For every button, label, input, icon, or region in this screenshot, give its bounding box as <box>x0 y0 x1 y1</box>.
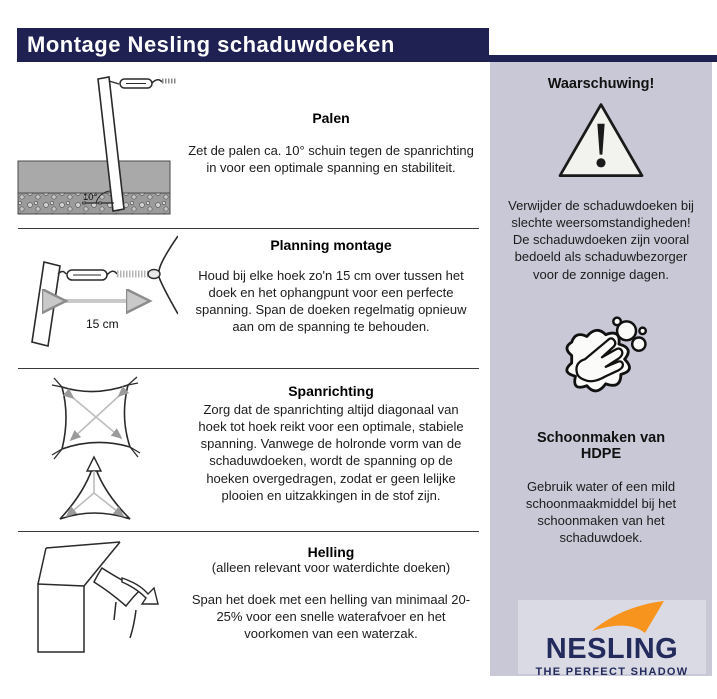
tilted-pole-in-ground-icon <box>8 62 180 228</box>
sidebar <box>490 62 712 676</box>
section-subtitle-helling: (alleen relevant voor waterdichte doeken) <box>211 560 451 575</box>
warning-body: Verwijder de schaduwdoeken bij slechte weersomstandigheden! De schaduwdoeken zijn vooral bedoeld als schaduwbezorger voor de zonnige dagen. <box>508 198 694 282</box>
angle-label: 10° <box>83 192 98 203</box>
cleaning-title <box>504 430 698 462</box>
section-body-helling: Span het doek met een helling van minimaal 20-25% voor een snelle waterafvoer en het voorkomen van een waterzak. <box>191 592 471 642</box>
hand-wash-icon <box>549 315 653 416</box>
cleaning-body: Gebruik water of een mild schoonmaakmiddel bij het schoonmaken van het schaduwdoek. <box>525 478 677 546</box>
section-body-planning: Houd bij elke hoek zo'n 15 cm over tussen het doek en het ophangpunt voor een perfecte spanning. Span de doeken regelmatig opnieuw aan om de spanning te behouden. <box>195 268 467 335</box>
cleaning-title-line1: Schoonmaken van <box>536 429 666 446</box>
cleaning-title-line2: HDPE <box>580 445 622 462</box>
sloped-sail-drainage-icon <box>8 532 180 675</box>
section-title-palen: Palen <box>312 110 350 126</box>
section-title-spanrichting: Spanrichting <box>288 383 374 399</box>
distance-label: 15 cm <box>86 316 119 331</box>
section-title-helling: Helling <box>307 544 355 560</box>
brand-name: NESLING <box>545 633 679 665</box>
warning-triangle-icon <box>555 100 647 187</box>
section-title-planning: Planning montage <box>270 237 392 253</box>
turnbuckle-to-sail-corner-icon <box>8 229 180 368</box>
sidebar-top-border <box>482 55 717 62</box>
section-body-palen: Zet de palen ca. 10° schuin tegen de spanrichting in voor een optimale spanning en stabiliteit. <box>188 143 474 176</box>
section-spanrichting <box>8 369 482 531</box>
page-title: Montage Nesling schaduwdoeken <box>17 28 489 62</box>
sail-tension-directions-icon <box>8 369 180 531</box>
brand-tagline: THE PERFECT SHADOW <box>535 666 689 678</box>
warning-title: Waarschuwing! <box>547 76 655 92</box>
nesling-logo <box>518 600 706 678</box>
section-body-spanrichting: Zorg dat de spanrichting altijd diagonaal van hoek tot hoek reikt voor een optimale, stabiele spanning. Vanwege de holronde vorm van de schaduwdoeken, wordt de spanning op de hoeken overgedragen, zodat er geen lelijke plooien en uitzakkingen in de stof zijn. <box>198 402 464 503</box>
section-palen <box>8 62 482 228</box>
section-planning-montage <box>8 229 482 368</box>
section-helling <box>8 532 482 675</box>
